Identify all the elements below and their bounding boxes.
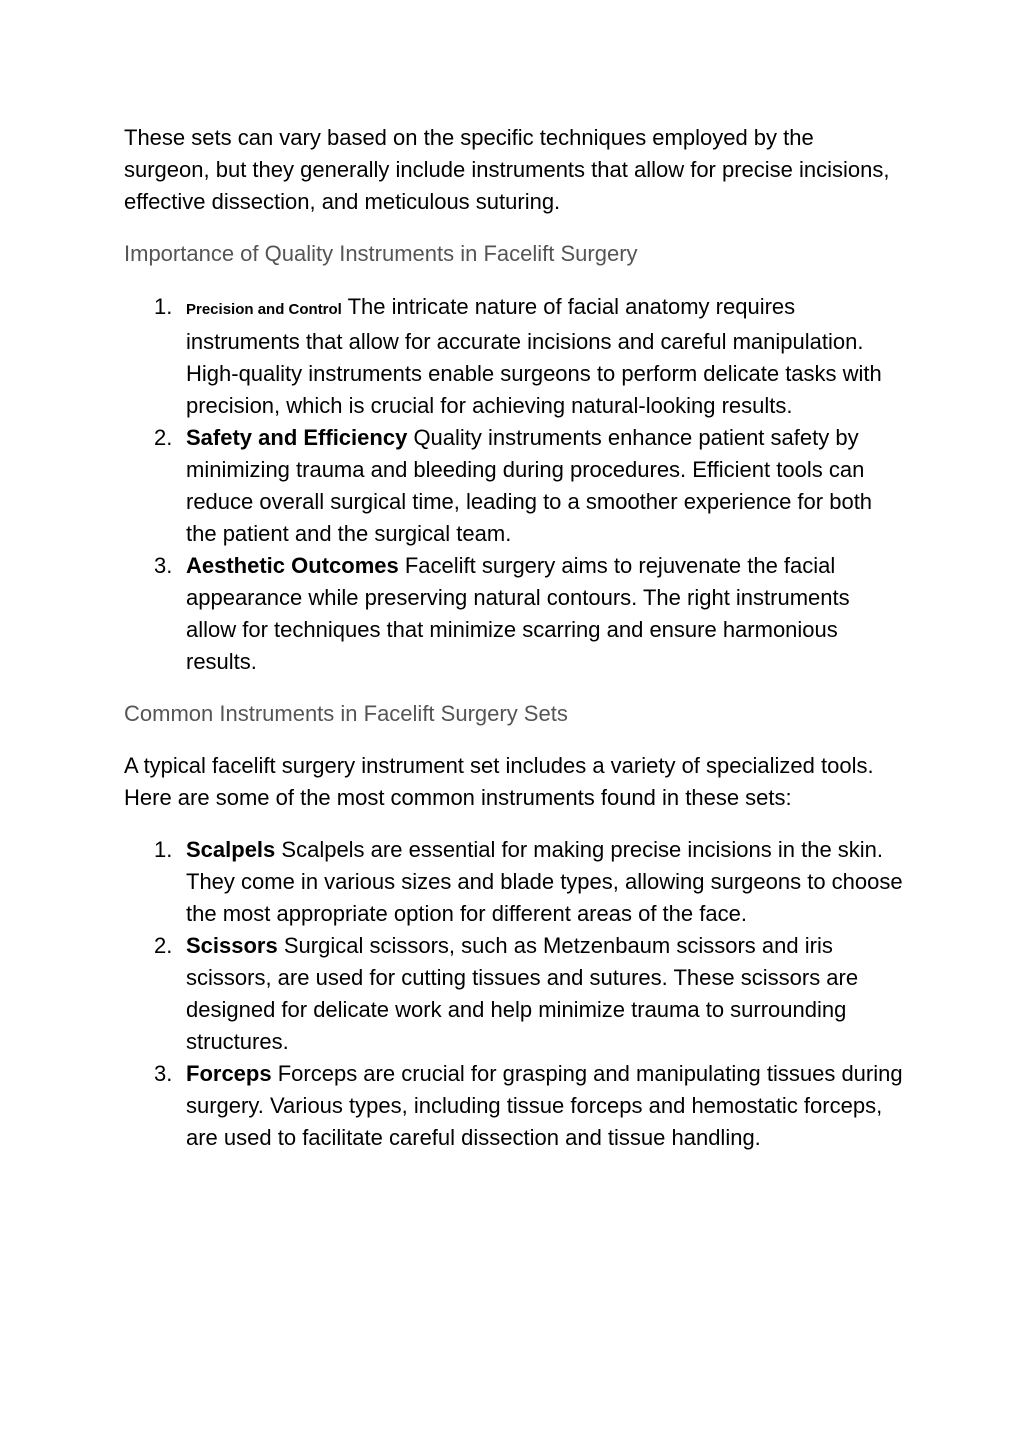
list-item: [124, 930, 904, 1058]
list-item-text: The intricate nature of facial anatomy requires instruments that allow for accurate incisions and careful manipulation. High-quality instruments enable surgeons to perform delicate tasks with precision, which is crucial for achieving natural-looking results.: [186, 294, 882, 418]
list-item-text: Scalpels are essential for making precise incisions in the skin. They come in various sizes and blade types, allowing surgeons to choose the most appropriate option for different areas of the face.: [186, 837, 903, 926]
list-item-text: Surgical scissors, such as Metzenbaum scissors and iris scissors, are used for cutting tissues and sutures. These scissors are designed for delicate work and help minimize trauma to surrounding structures.: [186, 933, 859, 1054]
list-item-text: Quality instruments enhance patient safety by minimizing trauma and bleeding during procedures. Efficient tools can reduce overall surgical time, leading to a smoother experience for both the patient and the surgical team.: [186, 425, 873, 546]
list-item-number: 2.: [154, 933, 173, 958]
list-item-term: Forceps: [186, 1061, 272, 1086]
list-item: [124, 834, 904, 930]
list-item-term: Scalpels: [186, 837, 276, 862]
document-page: [124, 122, 904, 1154]
list-item: [124, 550, 904, 678]
importance-heading: Importance of Quality Instruments in Facelift Surgery: [124, 241, 638, 266]
importance-list: [124, 291, 904, 678]
list-item-text: Facelift surgery aims to rejuvenate the facial appearance while preserving natural contours. The right instruments allow for techniques that minimize scarring and ensure harmonious results.: [186, 553, 850, 674]
common-intro-paragraph: A typical facelift surgery instrument set includes a variety of specialized tools. Here are some of the most common instruments found in these sets:: [124, 753, 874, 810]
common-instruments-heading: Common Instruments in Facelift Surgery Sets: [124, 701, 568, 726]
intro-paragraph: These sets can vary based on the specific techniques employed by the surgeon, but they generally include instruments that allow for precise incisions, effective dissection, and meticulous suturing.: [124, 125, 890, 214]
list-item-term: Precision and Control: [186, 301, 342, 318]
list-item-number: 1.: [154, 294, 173, 319]
list-item-term: Safety and Efficiency: [186, 425, 408, 450]
list-item: [124, 422, 904, 550]
list-item: [124, 291, 904, 422]
list-item: [124, 1058, 904, 1154]
list-item-number: 3.: [154, 553, 173, 578]
list-item-term: Scissors: [186, 933, 278, 958]
list-item-number: 2.: [154, 425, 173, 450]
list-item-number: 3.: [154, 1061, 173, 1086]
list-item-number: 1.: [154, 837, 173, 862]
common-instruments-list: [124, 834, 904, 1154]
list-item-term: Aesthetic Outcomes: [186, 553, 399, 578]
list-item-text: Forceps are crucial for grasping and manipulating tissues during surgery. Various types, including tissue forceps and hemostatic forceps, are used to facilitate careful dissection and tissue handling.: [186, 1061, 903, 1150]
